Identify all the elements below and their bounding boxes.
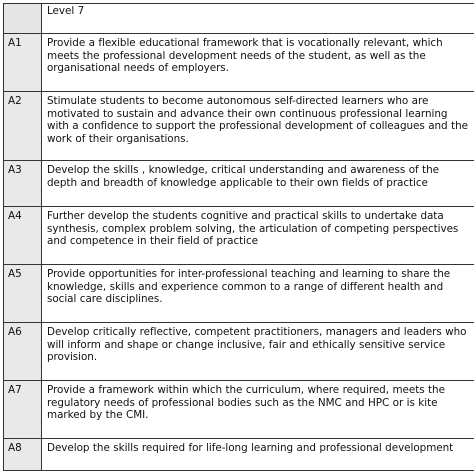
table-row [4, 439, 474, 471]
aim-description: Provide opportunities for inter-professional teaching and learning to share the knowledge, skills and experience common to a range of different health and social care disciplines. [42, 265, 474, 323]
aim-code: A4 [4, 207, 42, 265]
aim-code: A7 [4, 381, 42, 439]
aim-code: A6 [4, 323, 42, 381]
aim-description: Provide a flexible educational framework that is vocationally relevant, which meets the professional development needs of the student, as well as the organisational needs of employers. [42, 34, 474, 92]
table-row [4, 323, 474, 381]
aim-description: Provide a framework within which the curriculum, where required, meets the regulatory needs of professional bodies such as the NMC and HPC or is kite marked by the CMI. [42, 381, 474, 439]
header-level-cell: Level 7 [42, 4, 474, 34]
aim-description: Develop the skills required for life-long learning and professional development [42, 439, 474, 471]
table-header-row [4, 4, 474, 34]
aim-description: Stimulate students to become autonomous self-directed learners who are motivated to sustain and advance their own continuous professional learning with a confidence to support the professional development of colleagues and the work of their organisations. [42, 92, 474, 161]
aims-table [3, 3, 474, 471]
aim-description: Develop the skills , knowledge, critical understanding and awareness of the depth and breadth of knowledge applicable to their own fields of practice [42, 161, 474, 207]
aim-description: Develop critically reflective, competent practitioners, managers and leaders who will inform and shape or change inclusive, fair and ethically sensitive service provision. [42, 323, 474, 381]
aim-code: A5 [4, 265, 42, 323]
table-row [4, 207, 474, 265]
aim-code: A2 [4, 92, 42, 161]
table-row [4, 92, 474, 161]
aim-description: Further develop the students cognitive and practical skills to undertake data synthesis, complex problem solving, the articulation of competing perspectives and competence in their field of practice [42, 207, 474, 265]
table-row [4, 161, 474, 207]
aim-code: A3 [4, 161, 42, 207]
table-row [4, 265, 474, 323]
table-row [4, 34, 474, 92]
table-row [4, 381, 474, 439]
aim-code: A8 [4, 439, 42, 471]
aim-code: A1 [4, 34, 42, 92]
header-code-cell [4, 4, 42, 34]
